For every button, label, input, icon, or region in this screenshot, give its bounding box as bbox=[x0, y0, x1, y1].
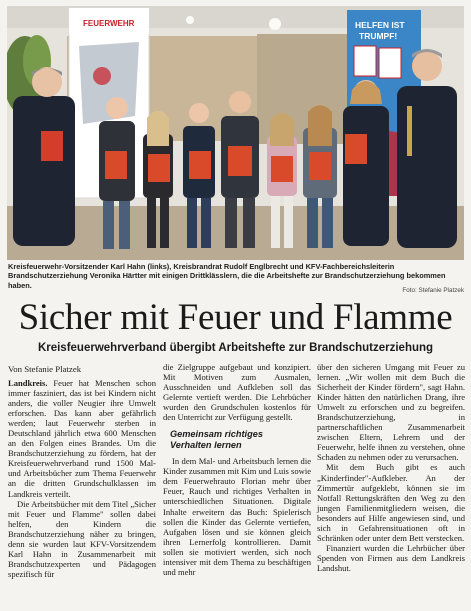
photo-caption: Kreisfeuerwehr-Vorsitzender Karl Hahn (links), Kreisbrandrat Rudolf Englbrecht und KFV-Fachbereichsleiterin Brandschutzerziehung Veronika Härtter mit einigen Drittklässlern, die die Arbeitshefte zur Brandschutzerziehung bekommen haben. bbox=[8, 262, 446, 290]
paragraph: In dem Mal- und Arbeitsbuch lernen die Kinder zusammen mit Kim und Luis sowie dem Feuerwehrauto Florian mehr über Feuer, Rauch und richtiges Verhalten in unterschiedlichen Situationen. Digitale Inhalte erweitern das Buch: Spielerisch sollen die Kinder das Gelernte vertiefen, Aufgaben lösen und sie können gleich ihren Lernerfolg kontrollieren. Damit sollen sie motiviert werden, sich noch intensiver mit dem Thema zu beschäftigen und mehr bbox=[163, 456, 311, 577]
paragraph: Mit dem Buch gibt es auch „Kinderfinder"-Aufkleber. An der Zimmertür aufgeklebt, können sie im Notfall Rettungskräften den Weg zu den jungen Familienmitgliedern weisen, die besonders auf Hilfe angewiesen sind, und sich in Gefahrensituationen oft in Schränken oder unter dem Bett verstecken. bbox=[317, 462, 465, 543]
article-column-1 bbox=[8, 378, 156, 579]
paragraph: Die Arbeitsbücher mit dem Titel „Sicher mit Feuer und Flamme" sollen dabei helfen, den Kindern die Brandschutzerziehung näher zu bringen, denn sie wurden laut KFV-Vorsitzendem Karl Hahn in Zusammenarbeit mit Brandschutzexperten und Pädagogen spezifisch für bbox=[8, 498, 156, 579]
article-column-2 bbox=[163, 362, 311, 577]
subhead-line: Gemeinsam richtiges bbox=[170, 429, 263, 440]
dateline: Landkreis. bbox=[8, 378, 48, 388]
paragraph bbox=[8, 378, 156, 499]
section-subhead bbox=[170, 429, 311, 451]
group-photo bbox=[7, 6, 464, 260]
article-subheadline: Kreisfeuerwehrverband übergibt Arbeitshefte zur Brandschutzerziehung bbox=[37, 342, 434, 354]
article-column-3 bbox=[317, 362, 465, 573]
paragraph-text: Feuer hat Menschen schon immer fasziniert, das ist bei Kindern nicht anders, die voller Neugier ihre Umwelt erforschen. Das kann aber gefährlich werden; laut Feuerwehr sterben in Deutschland jährlich etwa 600 Menschen an den Folgen eines Brandes. Um die Brandschutzerziehung zu fördern, hat der Kreisfeuerwehrverband rund 1500 Mal- und Arbeitsbücher zum Thema Feuerwehr an die dritten Grundschulklassen im Landkreis verteilt. bbox=[8, 378, 156, 499]
article-byline: Von Stefanie Platzek bbox=[8, 364, 82, 374]
article-headline: Sicher mit Feuer und Flamme bbox=[18, 297, 453, 338]
banner-right-line2: TRUMPF! bbox=[359, 31, 398, 41]
banner-right-line1: HELFEN IST bbox=[355, 20, 405, 30]
paragraph: Finanziert wurden die Lehrbücher über Spenden von Firmen aus dem Landkreis Landshut. bbox=[317, 542, 465, 573]
photo-credit: Foto: Stefanie Platzek bbox=[402, 287, 464, 294]
paragraph: über den sicheren Umgang mit Feuer zu lernen. „Wir wollen mit dem Buch die Sicherheit der Kinder fördern", sagt Hahn. Kinder hätten den natürlichen Drang, ihre Umwelt zu erforschen und zu begreifen. Brandschutzerziehung, in partnerschaftlichen Zusammenarbeit zwischen Eltern, Lehrern und der Feuerwehr, helfe ihnen zu verstehen, ohne Schaden zu nehmen oder zu verursachen. bbox=[317, 362, 465, 463]
subhead-line: Verhalten lernen bbox=[170, 440, 242, 451]
banner-left-text: FEUERWEHR bbox=[83, 19, 135, 28]
paragraph: die Zielgruppe aufgebaut und konzipiert. Mit Motiven zum Ausmalen, Ausschneiden und Aufkleben soll das Gelernte vertieft werden. Die Lehrbücher wurden den Grundschulen kostenlos für den Unterricht zur Verfügung gestellt. bbox=[163, 362, 311, 423]
